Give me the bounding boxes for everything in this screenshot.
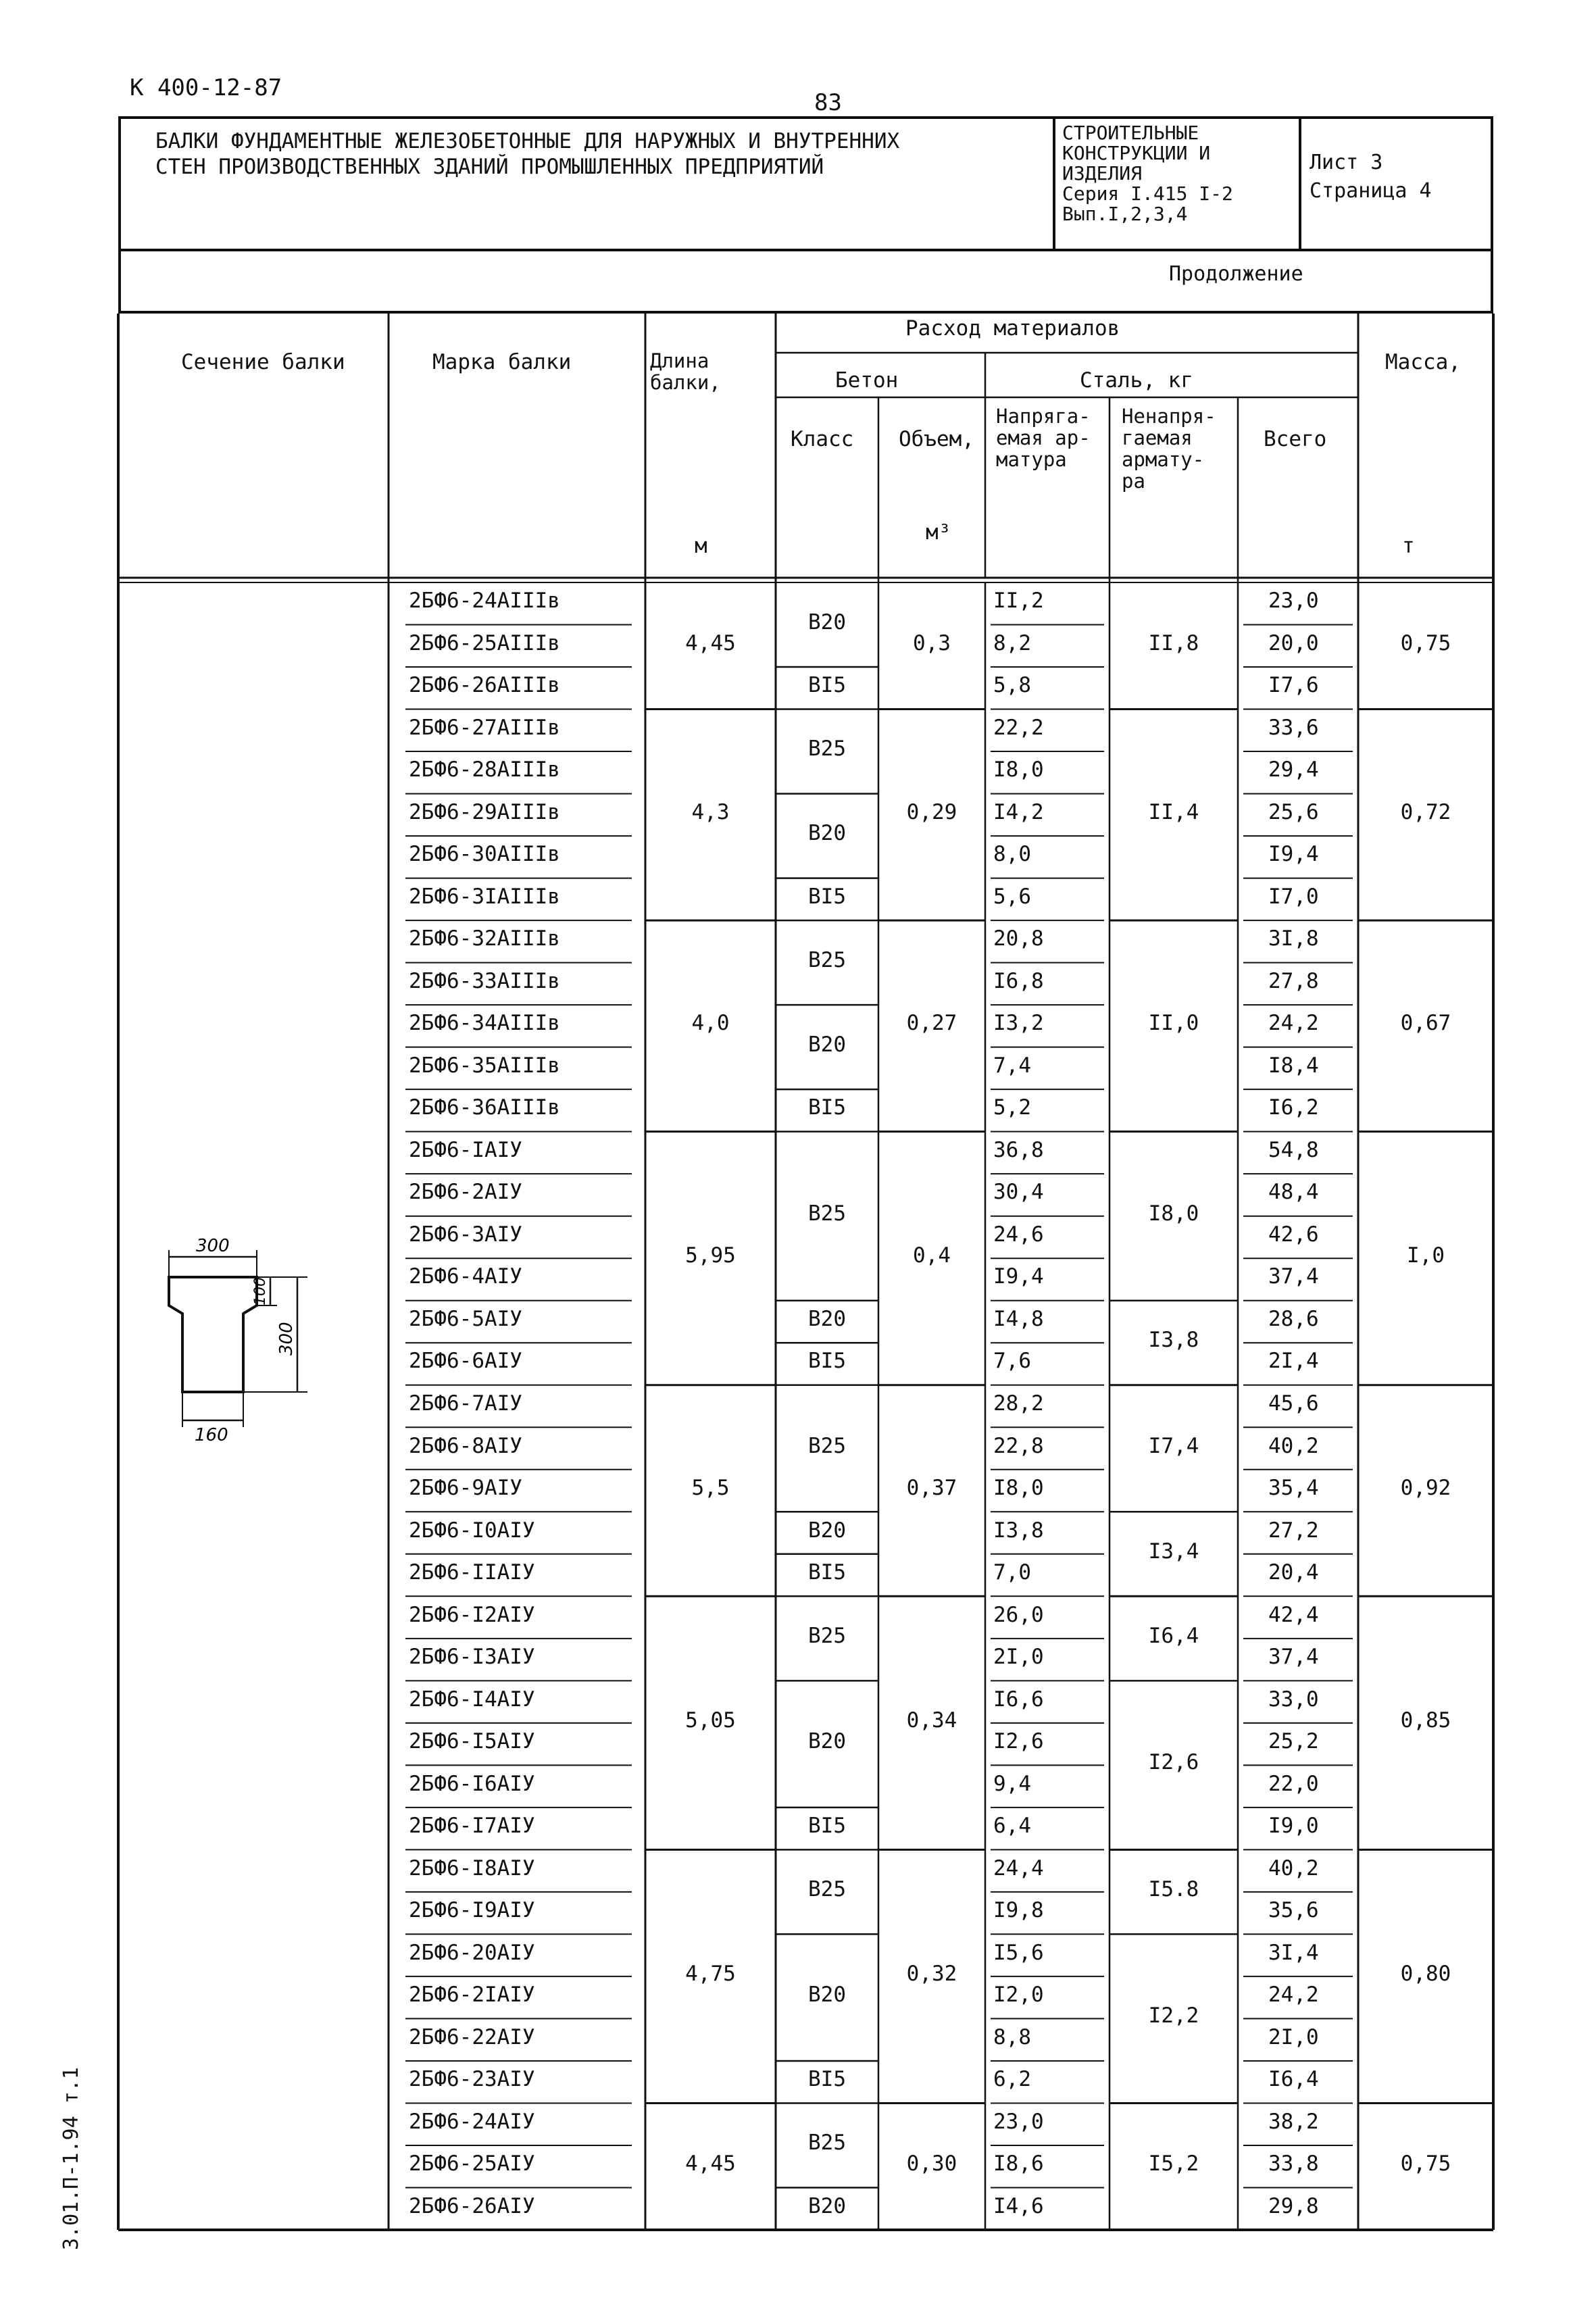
prestressed-value: 9,4: [993, 1771, 1031, 1796]
concrete-volume: 0,37: [906, 1476, 957, 1501]
header-line: Напряга-: [996, 405, 1091, 428]
prestressed-value: I2,6: [993, 1729, 1044, 1754]
series-line: ИЗДЕЛИЯ: [1062, 162, 1143, 184]
beam-length: 4,0: [691, 1011, 730, 1036]
beam-mark: 2БФ6-I3АIУ: [409, 1645, 535, 1670]
dim-height: 300: [276, 1322, 297, 1355]
beam-length: 4,45: [685, 2151, 736, 2176]
document-code: К 400-12-87: [130, 74, 282, 101]
concrete-class: B20: [808, 821, 846, 846]
sheet-label: Лист 3: [1310, 151, 1383, 174]
beam-mark: 2БФ6-24АIIIв: [409, 589, 560, 614]
prestressed-value: I4,8: [993, 1306, 1044, 1331]
concrete-class: B20: [808, 1983, 846, 2008]
concrete-class: B20: [808, 1306, 846, 1331]
beam-mark: 2БФ6-26АIIIв: [409, 673, 560, 698]
header-class: Класс: [791, 427, 854, 451]
nonprestressed-value: I5.8: [1148, 1876, 1199, 1901]
beam-mark: 2БФ6-26АIУ: [409, 2193, 535, 2218]
nonprestressed-value: I3,4: [1148, 1539, 1199, 1564]
concrete-volume: 0,29: [906, 799, 957, 824]
concrete-class: BI5: [808, 1349, 846, 1374]
total-value: 28,6: [1268, 1306, 1319, 1331]
continuation-label: Продолжение: [1169, 262, 1303, 286]
total-value: 27,2: [1268, 1518, 1319, 1543]
total-value: 25,2: [1268, 1729, 1319, 1754]
total-value: 20,0: [1268, 630, 1319, 655]
header-prestressed: [996, 405, 1091, 470]
beam-mark: 2БФ6-IАIУ: [409, 1137, 522, 1162]
concrete-volume: 0,30: [906, 2151, 957, 2176]
total-value: I7,0: [1268, 884, 1319, 909]
beam-mark: 2БФ6-8АIУ: [409, 1433, 522, 1458]
concrete-class: B25: [808, 2130, 846, 2155]
header-mass-unit: т: [1402, 534, 1415, 558]
concrete-class: BI5: [808, 2067, 846, 2092]
header-length: Длина балки,: [650, 349, 721, 394]
beam-length: 4,75: [685, 1961, 736, 1986]
prestressed-value: I8,0: [993, 1476, 1044, 1501]
beam-mark: 2БФ6-2IАIУ: [409, 1983, 535, 2008]
prestressed-value: I6,8: [993, 968, 1044, 993]
beam-mark: 2БФ6-I2АIУ: [409, 1602, 535, 1627]
total-value: 40,2: [1268, 1856, 1319, 1881]
prestressed-value: 7,4: [993, 1053, 1031, 1078]
concrete-class: B25: [808, 1876, 846, 1901]
nonprestressed-value: II,0: [1148, 1011, 1199, 1036]
concrete-class: B20: [808, 1518, 846, 1543]
total-value: 42,6: [1268, 1222, 1319, 1247]
nonprestressed-value: I2,2: [1148, 2003, 1199, 2028]
concrete-class: BI5: [808, 1814, 846, 1839]
prestressed-value: 20,8: [993, 926, 1044, 951]
beam-mass: 0,80: [1400, 1961, 1451, 1986]
header-volume: Объем,: [899, 427, 974, 451]
prestressed-value: 6,4: [993, 1814, 1031, 1839]
beam-mark: 2БФ6-I6АIУ: [409, 1771, 535, 1796]
header-mark: Марка балки: [432, 350, 572, 374]
total-value: 22,0: [1268, 1771, 1319, 1796]
total-value: 35,6: [1268, 1898, 1319, 1923]
series-line: КОНСТРУКЦИИ И: [1062, 142, 1211, 164]
beam-mark: 2БФ6-I5АIУ: [409, 1729, 535, 1754]
total-value: I7,6: [1268, 673, 1319, 698]
total-value: 29,4: [1268, 757, 1319, 782]
nonprestressed-value: I6,4: [1148, 1623, 1199, 1648]
beam-mark: 2БФ6-27АIIIв: [409, 715, 560, 740]
header-line: емая ар-: [996, 426, 1091, 449]
total-value: I9,0: [1268, 1814, 1319, 1839]
beam-mark: 2БФ6-4АIУ: [409, 1264, 522, 1289]
prestressed-value: I3,8: [993, 1518, 1044, 1543]
total-value: I8,4: [1268, 1053, 1319, 1078]
total-value: 48,4: [1268, 1180, 1319, 1205]
beam-length: 5,5: [691, 1476, 730, 1501]
prestressed-value: I5,6: [993, 1940, 1044, 1965]
side-code: 3.01.П-1.94 т.1: [59, 2067, 83, 2250]
beam-mark: 2БФ6-35АIIIв: [409, 1053, 560, 1078]
beam-mark: 2БФ6-23АIУ: [409, 2067, 535, 2092]
total-value: 40,2: [1268, 1433, 1319, 1458]
concrete-volume: 0,32: [906, 1961, 957, 1986]
concrete-class: B25: [808, 947, 846, 972]
beam-mass: 0,85: [1400, 1708, 1451, 1733]
total-value: 38,2: [1268, 2109, 1319, 2134]
beam-mark: 2БФ6-32АIIIв: [409, 926, 560, 951]
prestressed-value: 7,6: [993, 1349, 1031, 1374]
concrete-class: BI5: [808, 673, 846, 698]
beam-mark: 2БФ6-IIАIУ: [409, 1560, 535, 1585]
prestressed-value: 23,0: [993, 2109, 1044, 2134]
header-section: Сечение балки: [181, 350, 345, 374]
beam-mark: 2БФ6-2АIУ: [409, 1180, 522, 1205]
beam-mark: 2БФ6-I0АIУ: [409, 1518, 535, 1543]
beam-mark: 2БФ6-3АIУ: [409, 1222, 522, 1247]
nonprestressed-value: I3,8: [1148, 1328, 1199, 1353]
header-length-unit: м: [695, 534, 707, 558]
prestressed-value: 26,0: [993, 1602, 1044, 1627]
concrete-class: B20: [808, 2193, 846, 2218]
concrete-class: B20: [808, 1729, 846, 1754]
concrete-volume: 0,3: [913, 630, 951, 655]
prestressed-value: 5,6: [993, 884, 1031, 909]
beam-mark: 2БФ6-I9АIУ: [409, 1898, 535, 1923]
beam-length: 4,3: [691, 799, 730, 824]
title-line: СТЕН ПРОИЗВОДСТВЕННЫХ ЗДАНИЙ ПРОМЫШЛЕННЫХ ПРЕДПРИЯТИЙ: [155, 155, 824, 179]
header-materials: Расход материалов: [905, 316, 1120, 341]
page-number: 83: [814, 89, 842, 116]
prestressed-value: I9,4: [993, 1264, 1044, 1289]
concrete-class: B20: [808, 1032, 846, 1057]
prestressed-value: 7,0: [993, 1560, 1031, 1585]
prestressed-value: 22,2: [993, 715, 1044, 740]
beam-mark: 2БФ6-I8АIУ: [409, 1856, 535, 1881]
total-value: 20,4: [1268, 1560, 1319, 1585]
nonprestressed-value: II,8: [1148, 630, 1199, 655]
prestressed-value: 28,2: [993, 1391, 1044, 1416]
nonprestressed-value: II,4: [1148, 799, 1199, 824]
total-value: 33,6: [1268, 715, 1319, 740]
beam-mark: 2БФ6-3IАIIIв: [409, 884, 560, 909]
beam-length: 5,05: [685, 1708, 736, 1733]
concrete-class: BI5: [808, 1560, 846, 1585]
total-value: 35,4: [1268, 1476, 1319, 1501]
prestressed-value: 2I,0: [993, 1645, 1044, 1670]
concrete-class: BI5: [808, 884, 846, 909]
series-line: СТРОИТЕЛЬНЫЕ: [1062, 122, 1199, 144]
prestressed-value: 24,6: [993, 1222, 1044, 1247]
nonprestressed-value: I8,0: [1148, 1201, 1199, 1226]
concrete-class: BI5: [808, 1095, 846, 1120]
beam-mass: 0,75: [1400, 2151, 1451, 2176]
total-value: 24,2: [1268, 1011, 1319, 1036]
header-line: армату-: [1122, 448, 1205, 471]
header-line: Ненапря-: [1122, 405, 1216, 428]
prestressed-value: I6,6: [993, 1687, 1044, 1712]
nonprestressed-value: I7,4: [1148, 1433, 1199, 1458]
total-value: 29,8: [1268, 2193, 1319, 2218]
beam-mass: 0,75: [1400, 630, 1451, 655]
header-mass: Масса,: [1385, 350, 1461, 374]
total-value: I6,2: [1268, 1095, 1319, 1120]
header-concrete: Бетон: [835, 368, 899, 393]
total-value: 33,8: [1268, 2151, 1319, 2176]
beam-mark: 2БФ6-36АIIIв: [409, 1095, 560, 1120]
total-value: 37,4: [1268, 1645, 1319, 1670]
header-total: Всего: [1264, 427, 1327, 451]
total-value: 24,2: [1268, 1983, 1319, 2008]
total-value: 2I,0: [1268, 2024, 1319, 2049]
prestressed-value: 36,8: [993, 1137, 1044, 1162]
beam-mark: 2БФ6-6АIУ: [409, 1349, 522, 1374]
dim-top: 300: [196, 1236, 230, 1256]
beam-mark: 2БФ6-9АIУ: [409, 1476, 522, 1501]
nonprestressed-value: I2,6: [1148, 1750, 1199, 1775]
series-line: Серия I.415 I-2: [1062, 182, 1233, 205]
total-value: 3I,4: [1268, 1940, 1319, 1965]
beam-mark: 2БФ6-25АIIIв: [409, 630, 560, 655]
total-value: I6,4: [1268, 2067, 1319, 2092]
concrete-class: B20: [808, 609, 846, 634]
title-line: БАЛКИ ФУНДАМЕНТНЫЕ ЖЕЛЕЗОБЕТОННЫЕ ДЛЯ НАРУЖНЫХ И ВНУТРЕННИХ: [155, 129, 900, 153]
total-value: 3I,8: [1268, 926, 1319, 951]
prestressed-value: 8,0: [993, 842, 1031, 867]
beam-length: 5,95: [685, 1243, 736, 1268]
concrete-class: B25: [808, 1433, 846, 1458]
nonprestressed-value: I5,2: [1148, 2151, 1199, 2176]
beam-mass: I,0: [1407, 1243, 1445, 1268]
header-line: матура: [996, 448, 1067, 471]
prestressed-value: 22,8: [993, 1433, 1044, 1458]
beam-mark: 2БФ6-7АIУ: [409, 1391, 522, 1416]
dim-bottom: 160: [195, 1425, 228, 1445]
beam-mark: 2БФ6-29АIIIв: [409, 799, 560, 824]
total-value: 33,0: [1268, 1687, 1319, 1712]
concrete-class: B25: [808, 1623, 846, 1648]
total-value: 2I,4: [1268, 1349, 1319, 1374]
prestressed-value: I3,2: [993, 1011, 1044, 1036]
header-volume-unit: м³: [926, 520, 951, 545]
prestressed-value: I2,0: [993, 1983, 1044, 2008]
total-value: 37,4: [1268, 1264, 1319, 1289]
prestressed-value: 24,4: [993, 1856, 1044, 1881]
concrete-class: B25: [808, 1201, 846, 1226]
total-value: 25,6: [1268, 799, 1319, 824]
total-value: 42,4: [1268, 1602, 1319, 1627]
concrete-volume: 0,27: [906, 1011, 957, 1036]
concrete-class: B25: [808, 737, 846, 762]
prestressed-value: 6,2: [993, 2067, 1031, 2092]
beam-mark: 2БФ6-5АIУ: [409, 1306, 522, 1331]
concrete-volume: 0,4: [913, 1243, 951, 1268]
header-line: гаемая: [1122, 426, 1193, 449]
beam-mark: 2БФ6-24АIУ: [409, 2109, 535, 2134]
total-value: 23,0: [1268, 589, 1319, 614]
page-label: Страница 4: [1310, 179, 1432, 203]
beam-mark: 2БФ6-34АIIIв: [409, 1011, 560, 1036]
beam-mark: 2БФ6-I7АIУ: [409, 1814, 535, 1839]
prestressed-value: I4,6: [993, 2193, 1044, 2218]
beam-mark: 2БФ6-25АIУ: [409, 2151, 535, 2176]
beam-mark: 2БФ6-I4АIУ: [409, 1687, 535, 1712]
series-line: Вып.I,2,3,4: [1062, 203, 1188, 225]
prestressed-value: 5,8: [993, 673, 1031, 698]
prestressed-value: II,2: [993, 589, 1044, 614]
total-value: 54,8: [1268, 1137, 1319, 1162]
concrete-volume: 0,34: [906, 1708, 957, 1733]
total-value: 27,8: [1268, 968, 1319, 993]
dim-flange: 100: [252, 1277, 269, 1305]
beam-mark: 2БФ6-20АIУ: [409, 1940, 535, 1965]
prestressed-value: 8,2: [993, 630, 1031, 655]
prestressed-value: 30,4: [993, 1180, 1044, 1205]
beam-mark: 2БФ6-30АIIIв: [409, 842, 560, 867]
total-value: 45,6: [1268, 1391, 1319, 1416]
header-steel: Сталь, кг: [1080, 368, 1193, 393]
beam-mass: 0,72: [1400, 799, 1451, 824]
beam-mark: 2БФ6-33АIIIв: [409, 968, 560, 993]
beam-mark: 2БФ6-28АIIIв: [409, 757, 560, 782]
prestressed-value: I4,2: [993, 799, 1044, 824]
header-nonprestressed: [1122, 405, 1216, 492]
header-line: ра: [1122, 470, 1145, 493]
beam-mark: 2БФ6-22АIУ: [409, 2024, 535, 2049]
prestressed-value: I9,8: [993, 1898, 1044, 1923]
prestressed-value: 5,2: [993, 1095, 1031, 1120]
total-value: I9,4: [1268, 842, 1319, 867]
beam-mass: 0,92: [1400, 1476, 1451, 1501]
beam-mass: 0,67: [1400, 1011, 1451, 1036]
beam-length: 4,45: [685, 630, 736, 655]
beam-section-drawing: [142, 1230, 345, 1453]
prestressed-value: I8,0: [993, 757, 1044, 782]
prestressed-value: 8,8: [993, 2024, 1031, 2049]
prestressed-value: I8,6: [993, 2151, 1044, 2176]
